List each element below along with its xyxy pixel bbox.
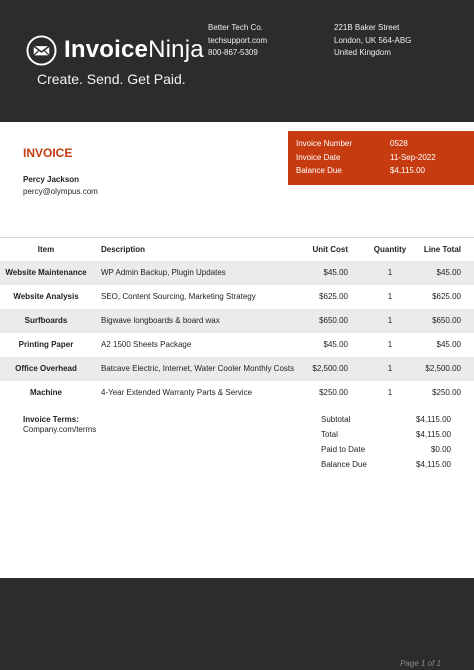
- row-line-total: $2,500.00: [425, 364, 461, 373]
- row-item: Machine: [29, 388, 62, 397]
- row-description: SEO, Content Sourcing, Marketing Strategy: [101, 292, 256, 301]
- subtotal-label: Subtotal: [321, 415, 351, 424]
- row-unit-cost: $650.00: [319, 316, 348, 325]
- invoice-number-value: 0528: [390, 139, 408, 148]
- balance-due-summary-value: $4,115.00: [416, 460, 451, 469]
- invoice-details-box: [288, 131, 474, 185]
- invoice-number-row: [288, 137, 474, 151]
- row-item: Office Overhead: [15, 364, 77, 373]
- row-unit-cost: $2,500.00: [312, 364, 348, 373]
- company-details: [208, 22, 267, 60]
- client-name: Percy Jackson: [23, 175, 80, 184]
- row-description: A2 1500 Sheets Package: [101, 340, 192, 349]
- paid-to-date-row: [321, 442, 451, 457]
- row-quantity: 1: [387, 316, 393, 325]
- header-item: Item: [37, 245, 55, 254]
- row-line-total: $45.00: [436, 340, 461, 349]
- table-row: [0, 261, 474, 285]
- balance-due-label: Balance Due: [296, 166, 342, 175]
- terms-link: Company.com/terms: [23, 425, 97, 434]
- table-row: [0, 285, 474, 309]
- invoice-title: INVOICE: [23, 146, 73, 160]
- row-item: Printing Paper: [18, 340, 74, 349]
- balance-due-row: [288, 164, 474, 178]
- total-row: [321, 427, 451, 442]
- envelope-icon: [26, 35, 57, 66]
- header-quantity: Quantity: [373, 245, 407, 254]
- row-item: Website Analysis: [13, 292, 79, 301]
- total-value: $4,115.00: [416, 430, 451, 439]
- totals-summary: [321, 412, 451, 472]
- brand-logo: [26, 34, 204, 66]
- row-line-total: $250.00: [432, 388, 461, 397]
- table-header: [0, 237, 474, 261]
- paid-to-date-value: $0.00: [430, 445, 451, 454]
- header-line-total: Line Total: [423, 245, 461, 254]
- invoice-date-row: [288, 151, 474, 165]
- row-description: WP Admin Backup, Plugin Updates: [101, 268, 226, 277]
- company-phone: 800-867-5309: [208, 48, 258, 57]
- row-description: 4-Year Extended Warranty Parts & Service: [101, 388, 253, 397]
- header-unit-cost: Unit Cost: [312, 245, 348, 254]
- company-name: Better Tech Co.: [208, 23, 263, 32]
- subtotal-row: [321, 412, 451, 427]
- balance-due-summary-row: [321, 457, 451, 472]
- header-description: Description: [101, 245, 146, 254]
- balance-due-summary-label: Balance Due: [321, 460, 367, 469]
- brand-name: InvoiceNinja: [64, 36, 204, 63]
- invoice-date-label: Invoice Date: [296, 152, 341, 162]
- row-quantity: 1: [387, 364, 393, 373]
- terms-label: Invoice Terms:: [23, 415, 79, 424]
- balance-due-value: $4,115.00: [390, 166, 425, 175]
- row-quantity: 1: [387, 292, 393, 301]
- company-address: [334, 22, 411, 60]
- row-line-total: $650.00: [432, 316, 461, 325]
- address-city: London, UK 564-ABG: [334, 35, 412, 45]
- row-unit-cost: $45.00: [323, 340, 348, 349]
- paid-to-date-label: Paid to Date: [321, 445, 366, 454]
- address-street: 221B Baker Street: [334, 23, 400, 32]
- invoice-footer: [0, 578, 474, 670]
- invoice-header: [0, 0, 474, 122]
- table-row: [0, 357, 474, 381]
- row-description: Bigwave longboards & board wax: [101, 316, 220, 325]
- line-items-table: [0, 237, 474, 405]
- address-country: United Kingdom: [334, 48, 391, 57]
- row-description: Batcave Electric, Internet, Water Cooler Monthly Costs: [101, 364, 295, 373]
- table-row: [0, 333, 474, 357]
- subtotal-value: $4,115.00: [416, 415, 451, 424]
- row-line-total: $625.00: [432, 292, 461, 301]
- table-row: [0, 309, 474, 333]
- row-unit-cost: $45.00: [323, 268, 348, 277]
- invoice-date-value: 11-Sep-2022: [390, 152, 436, 162]
- page-number: Page 1 of 1: [400, 659, 441, 668]
- invoice-number-label: Invoice Number: [296, 139, 353, 148]
- row-unit-cost: $625.00: [319, 292, 348, 301]
- total-label: Total: [321, 430, 338, 439]
- row-item: Surfboards: [24, 316, 68, 325]
- row-unit-cost: $250.00: [319, 388, 348, 397]
- row-line-total: $45.00: [436, 268, 461, 277]
- table-row: [0, 381, 474, 405]
- row-quantity: 1: [387, 340, 393, 349]
- brand-tagline: Create. Send. Get Paid.: [37, 71, 186, 87]
- client-email: percy@olympus.com: [23, 187, 98, 196]
- company-email: techsupport.com: [208, 35, 268, 45]
- row-item: Website Maintenance: [5, 268, 87, 277]
- row-quantity: 1: [387, 268, 393, 277]
- row-quantity: 1: [387, 388, 393, 397]
